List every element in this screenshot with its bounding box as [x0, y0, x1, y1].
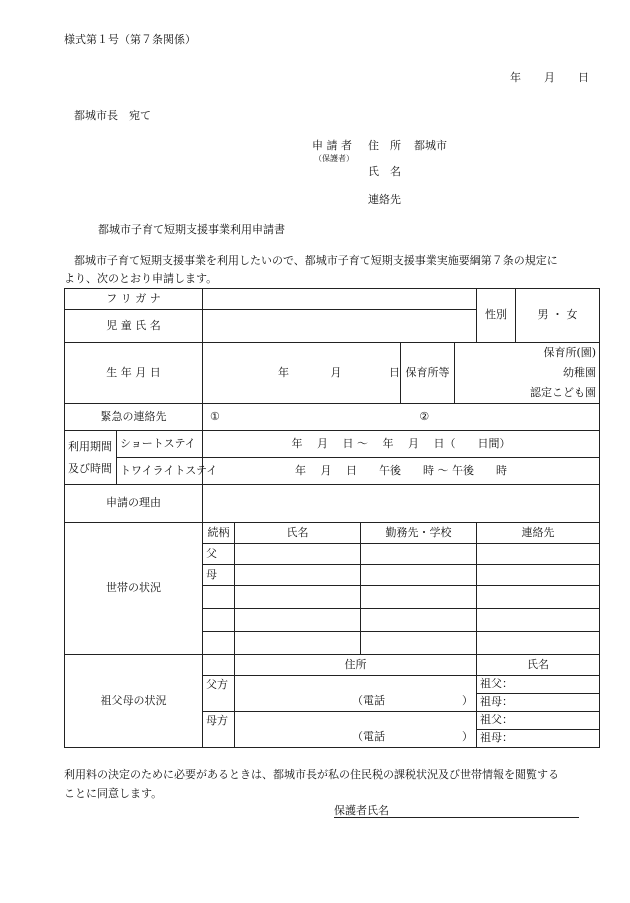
contact-label: 連絡先 [368, 193, 401, 206]
col-work: 勤務先・学校 [361, 523, 477, 544]
relation-father: 父 [203, 544, 235, 565]
maternal-address[interactable]: （電話 ） [235, 712, 477, 748]
application-table [64, 288, 600, 748]
household-contact-4[interactable] [477, 609, 600, 632]
household-label: 世帯の状況 [65, 523, 203, 655]
col-contact: 連絡先 [477, 523, 600, 544]
form-number: 様式第１号（第７条関係） [64, 33, 196, 46]
period-label-2: 及び時間 [68, 461, 112, 475]
address-value: 都城市 [414, 139, 447, 152]
grandparents-label: 祖父母の状況 [65, 655, 203, 748]
household-work-2[interactable] [361, 565, 477, 586]
birthdate-label: 生 年 月 日 [65, 343, 203, 404]
addressee: 都城市長 宛て [74, 109, 151, 122]
birth-year: 年 [278, 365, 289, 379]
gender-options[interactable]: 男 ・ 女 [516, 289, 600, 343]
household-name-1[interactable] [235, 544, 361, 565]
short-stay-input[interactable]: 年 月 日 ～ 年 月 日（ 日間） [203, 431, 600, 458]
nursery-options[interactable] [455, 343, 600, 404]
household-work-1[interactable] [361, 544, 477, 565]
consent-line-1: 利用料の決定のために必要があるときは、都城市長が私の住民税の課税状況及び世帯情報を閲覧する [64, 768, 559, 781]
household-name-2[interactable] [235, 565, 361, 586]
maternal-label: 母方 [203, 712, 235, 748]
signature-line[interactable] [334, 817, 579, 818]
nursery-opt-2: 幼稚園 [563, 366, 597, 379]
child-name-input[interactable] [203, 310, 477, 343]
household-work-3[interactable] [361, 586, 477, 609]
emergency-2: ② [419, 409, 430, 423]
maternal-grandfather[interactable]: 祖父： [477, 712, 600, 730]
household-work-4[interactable] [361, 609, 477, 632]
household-contact-3[interactable] [477, 586, 600, 609]
guardian-label: （保護者） [314, 154, 354, 163]
emergency-label: 緊急の連絡先 [65, 404, 203, 431]
gp-header-blank [203, 655, 235, 676]
gp-col-name: 氏名 [477, 655, 600, 676]
relation-3[interactable] [203, 586, 235, 609]
household-contact-5[interactable] [477, 632, 600, 655]
household-name-5[interactable] [235, 632, 361, 655]
twilight-stay-label: トワイライトステイ [117, 458, 203, 485]
col-name: 氏名 [235, 523, 361, 544]
col-relation: 続柄 [203, 523, 235, 544]
date-year: 年 [510, 71, 521, 84]
date-month: 月 [544, 71, 555, 84]
name-label: 氏 名 [368, 165, 401, 178]
birth-month: 月 [330, 365, 342, 379]
period-label-1: 利用期間 [68, 439, 112, 453]
household-contact-2[interactable] [477, 565, 600, 586]
gender-label: 性別 [477, 289, 516, 343]
reason-input[interactable] [203, 485, 600, 523]
household-name-4[interactable] [235, 609, 361, 632]
guardian-signature-label: 保護者氏名 [334, 804, 389, 817]
relation-5[interactable] [203, 632, 235, 655]
applicant-label: 申 請 者 [312, 139, 352, 152]
household-work-5[interactable] [361, 632, 477, 655]
emergency-1: ① [210, 409, 220, 423]
consent-line-2: ことに同意します。 [64, 787, 163, 800]
furigana-label: フ リ ガ ナ [65, 289, 203, 310]
period-label [65, 431, 117, 485]
furigana-input[interactable] [203, 289, 477, 310]
birthdate-input[interactable] [203, 343, 401, 404]
gp-col-address: 住所 [235, 655, 477, 676]
child-name-label: 児 童 氏 名 [65, 310, 203, 343]
paternal-address[interactable]: （電話 ） [235, 676, 477, 712]
intro-line-1: 都城市子育て短期支援事業を利用したいので、都城市子育て短期支援事業実施要綱第７条の規定に [74, 254, 558, 267]
document-title: 都城市子育て短期支援事業利用申請書 [98, 223, 285, 236]
date-day: 日 [578, 71, 589, 84]
relation-mother: 母 [203, 565, 235, 586]
emergency-input[interactable] [203, 404, 600, 431]
nursery-opt-1: 保育所(園) [543, 346, 597, 359]
nursery-opt-3: 認定こども園 [530, 386, 597, 399]
intro-line-2: より、次のとおり申請します。 [64, 272, 218, 285]
relation-4[interactable] [203, 609, 235, 632]
birth-day: 日 [389, 365, 400, 379]
address-label: 住 所 [368, 139, 401, 152]
twilight-stay-input[interactable]: 年 月 日 午後 時 ～ 午後 時 [203, 458, 600, 485]
household-contact-1[interactable] [477, 544, 600, 565]
maternal-grandmother[interactable]: 祖母： [477, 730, 600, 748]
paternal-label: 父方 [203, 676, 235, 712]
short-stay-label: ショートステイ [117, 431, 203, 458]
nursery-label: 保育所等 [401, 343, 455, 404]
paternal-grandfather[interactable]: 祖父： [477, 676, 600, 694]
reason-label: 申請の理由 [65, 485, 203, 523]
household-name-3[interactable] [235, 586, 361, 609]
paternal-grandmother[interactable]: 祖母： [477, 694, 600, 712]
